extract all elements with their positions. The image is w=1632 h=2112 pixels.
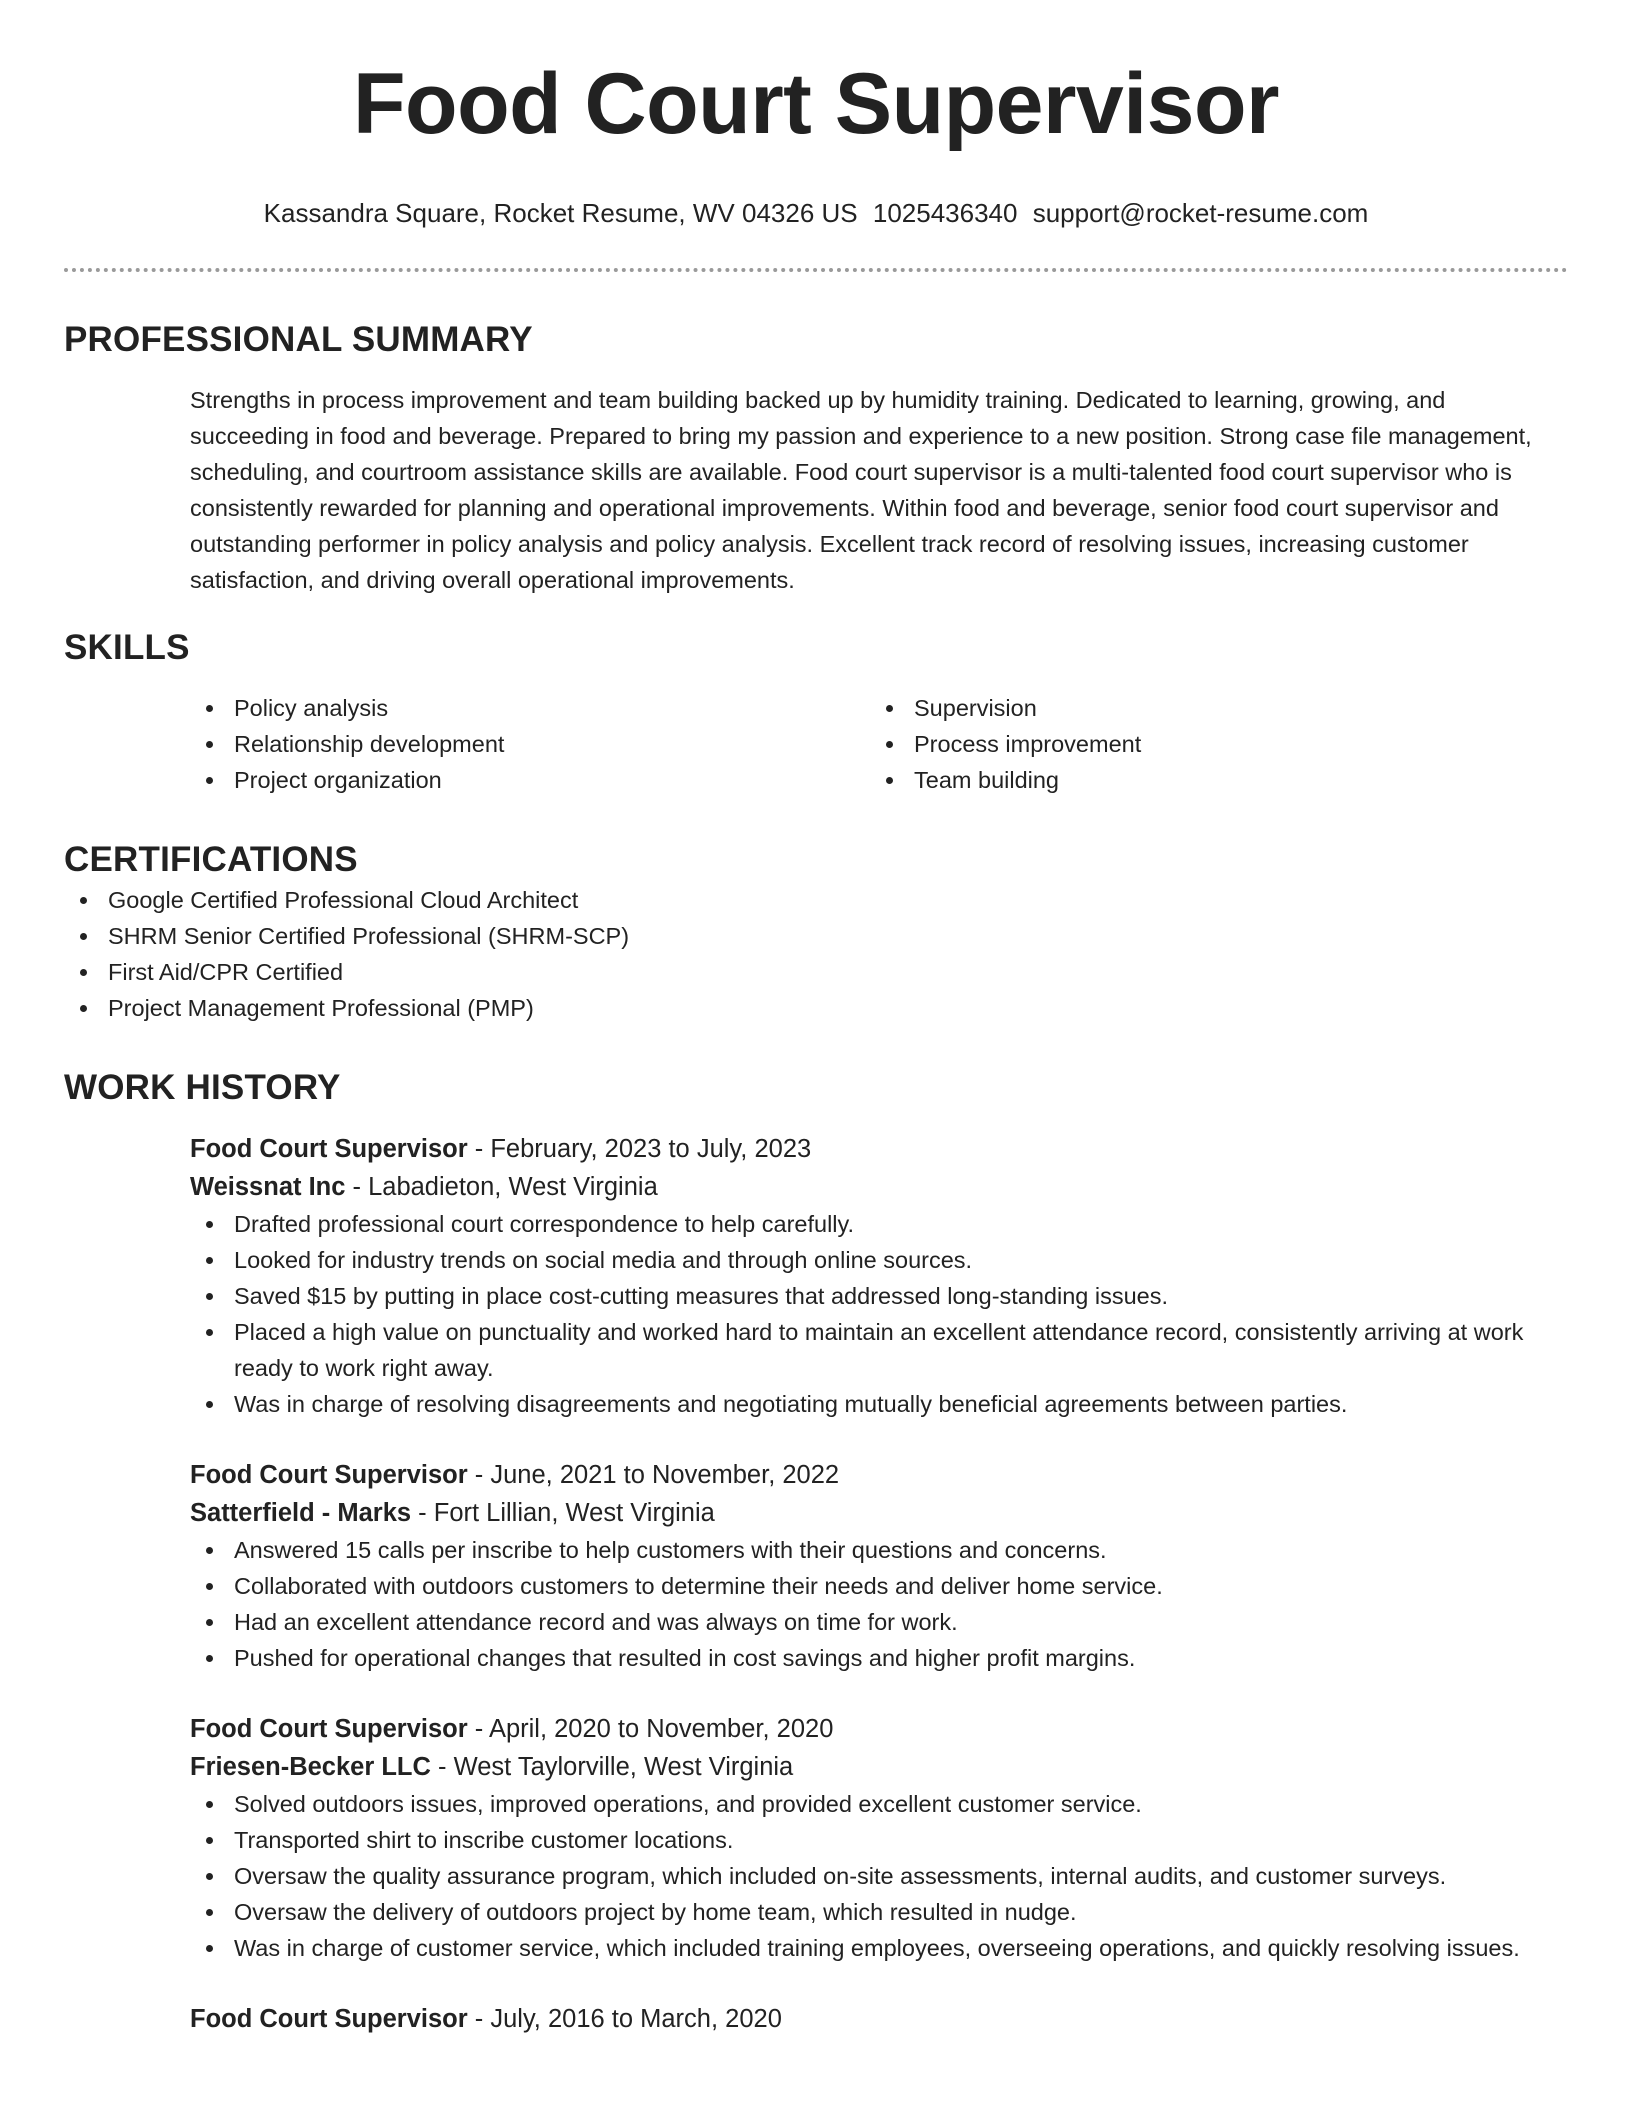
contact-email: support@rocket-resume.com <box>1032 198 1369 228</box>
job-dates: - June, 2021 to November, 2022 <box>467 1461 840 1489</box>
contact-address: Kassandra Square, Rocket Resume, WV 04326 US <box>263 198 858 228</box>
job-entry <box>190 2000 1568 2038</box>
certifications-heading: CERTIFICATIONS <box>64 840 358 879</box>
duty-item: Pushed for operational changes that resulted in cost savings and higher profit margins. <box>190 1640 1568 1676</box>
job-company-line <box>190 1748 1568 1786</box>
job-company: Weissnat Inc <box>190 1173 346 1201</box>
duty-item: Drafted professional court correspondence to help carefully. <box>190 1206 1568 1242</box>
header-divider <box>64 268 1568 272</box>
job-entry <box>190 1456 1568 1676</box>
skill-item: Process improvement <box>870 726 1550 762</box>
job-title-line <box>190 1710 1568 1748</box>
contact-phone: 1025436340 <box>872 198 1018 228</box>
job-company-line <box>190 1168 1568 1206</box>
duty-item: Was in charge of customer service, which included training employees, overseeing operations, and quickly resolving issues. <box>190 1930 1568 1966</box>
duty-item: Transported shirt to inscribe customer locations. <box>190 1822 1568 1858</box>
job-company: Friesen-Becker LLC <box>190 1753 431 1781</box>
job-title-line <box>190 1130 1568 1168</box>
certification-item: Google Certified Professional Cloud Architect <box>64 882 1568 918</box>
certification-item: Project Management Professional (PMP) <box>64 990 1568 1026</box>
job-duties <box>190 1786 1568 1966</box>
work-history-heading: WORK HISTORY <box>64 1068 341 1107</box>
duty-item: Looked for industry trends on social media and through online sources. <box>190 1242 1568 1278</box>
duty-item: Collaborated with outdoors customers to determine their needs and deliver home service. <box>190 1568 1568 1604</box>
contact-line <box>64 195 1568 231</box>
job-location: - Labadieton, West Virginia <box>345 1173 658 1201</box>
duty-item: Oversaw the quality assurance program, which included on-site assessments, internal audits, and customer surveys. <box>190 1858 1568 1894</box>
skills-list <box>190 690 1568 798</box>
job-role: Food Court Supervisor <box>190 1715 468 1743</box>
duty-item: Was in charge of resolving disagreements and negotiating mutually beneficial agreements between parties. <box>190 1386 1568 1422</box>
certification-item: First Aid/CPR Certified <box>64 954 1568 990</box>
job-role: Food Court Supervisor <box>190 1461 468 1489</box>
resume-page <box>64 0 1568 2038</box>
skill-item: Supervision <box>870 690 1550 726</box>
skill-item: Team building <box>870 762 1550 798</box>
certifications-list <box>64 882 1568 1026</box>
job-title-line <box>190 1456 1568 1494</box>
duty-item: Had an excellent attendance record and was always on time for work. <box>190 1604 1568 1640</box>
job-dates: - July, 2016 to March, 2020 <box>467 2005 782 2033</box>
duty-item: Placed a high value on punctuality and worked hard to maintain an excellent attendance record, consistently arriving at work ready to work right away. <box>190 1314 1568 1386</box>
summary-text: Strengths in process improvement and team building backed up by humidity training. Dedicated to learning, growing, and succeeding in food and beverage. Prepared to bring my passion and experience to a new position. Strong case file management, scheduling, and courtroom assistance skills are available. Food court supervisor is a multi-talented food court supervisor who is consistently rewarded for planning and operational improvements. Within food and beverage, senior food court supervisor and outstanding performer in policy analysis and policy analysis. Excellent track record of resolving issues, increasing customer satisfaction, and driving overall operational improvements. <box>190 387 1532 593</box>
duty-item: Saved $15 by putting in place cost-cutting measures that addressed long-standing issues. <box>190 1278 1568 1314</box>
job-dates: - February, 2023 to July, 2023 <box>467 1135 812 1163</box>
job-duties <box>190 1532 1568 1676</box>
duty-item: Answered 15 calls per inscribe to help customers with their questions and concerns. <box>190 1532 1568 1568</box>
certification-item: SHRM Senior Certified Professional (SHRM-SCP) <box>64 918 1568 954</box>
job-company: Satterfield - Marks <box>190 1499 412 1527</box>
job-entry <box>190 1710 1568 1966</box>
job-role: Food Court Supervisor <box>190 2005 468 2033</box>
job-role: Food Court Supervisor <box>190 1135 468 1163</box>
job-title-line <box>190 2000 1568 2038</box>
skill-item: Policy analysis <box>190 690 870 726</box>
job-location: - West Taylorville, West Virginia <box>430 1753 794 1781</box>
skills-column-right <box>870 690 1550 798</box>
skills-heading: SKILLS <box>64 628 190 667</box>
skill-item: Relationship development <box>190 726 870 762</box>
skill-item: Project organization <box>190 762 870 798</box>
job-dates: - April, 2020 to November, 2020 <box>467 1715 834 1743</box>
job-company-line <box>190 1494 1568 1532</box>
resume-name: Food Court Supervisor <box>353 56 1279 152</box>
job-location: - Fort Lillian, West Virginia <box>411 1499 715 1527</box>
job-duties <box>190 1206 1568 1422</box>
duty-item: Solved outdoors issues, improved operations, and provided excellent customer service. <box>190 1786 1568 1822</box>
duty-item: Oversaw the delivery of outdoors project by home team, which resulted in nudge. <box>190 1894 1568 1930</box>
summary-heading: PROFESSIONAL SUMMARY <box>64 320 533 359</box>
skills-column-left <box>190 690 870 798</box>
job-entry <box>190 1130 1568 1422</box>
